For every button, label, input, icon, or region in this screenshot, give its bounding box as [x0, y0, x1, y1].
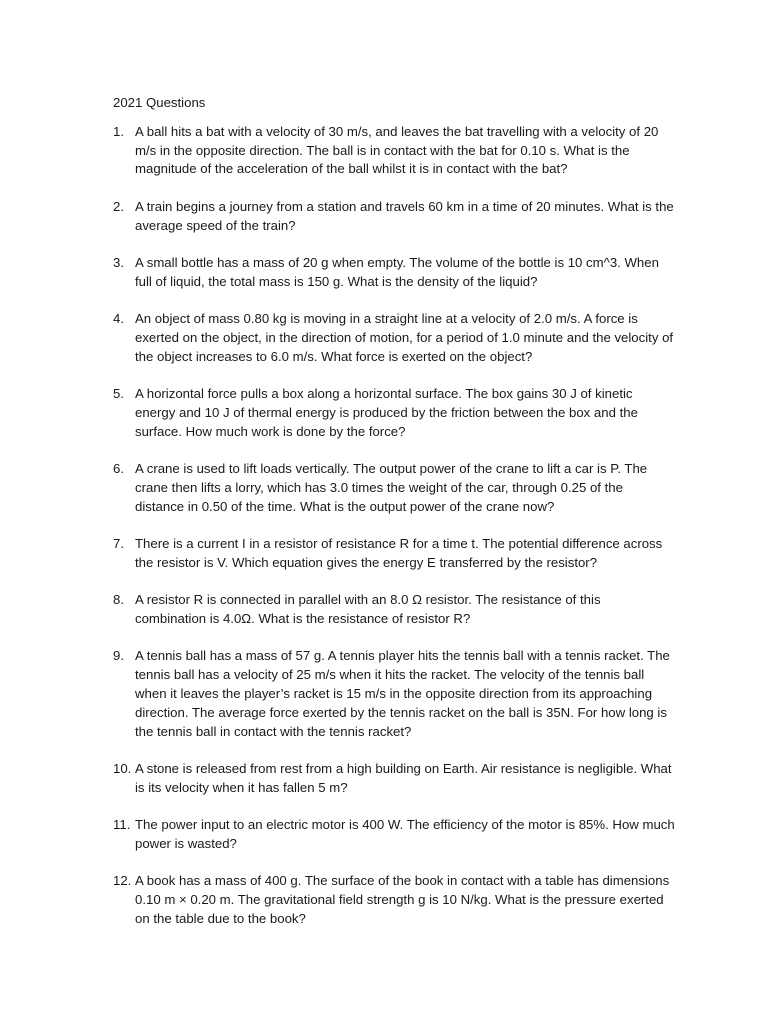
question-text: A horizontal force pulls a box along a horizontal surface. The box gains 30 J of kinetic energy and 10 J of thermal energy is produced by the friction between the box and the surface. How much work is done by the force?: [135, 386, 638, 439]
question-text: A ball hits a bat with a velocity of 30 m/s, and leaves the bat travelling with a velocity of 20 m/s in the opposite direction. The ball is in contact with the bat for 0.10 s. What is the magnitude of the acceleration of the ball whilst it is in contact with the bat?: [135, 123, 659, 177]
question-list: [113, 123, 676, 929]
question-item: [113, 760, 676, 798]
question-number: 7.: [113, 536, 124, 552]
question-text: A small bottle has a mass of 20 g when empty. The volume of the bottle is 10 cm^3. When full of liquid, the total mass is 150 g. What is the density of the liquid?: [135, 254, 659, 289]
question-item: [113, 254, 676, 292]
question-text: A stone is released from rest from a high building on Earth. Air resistance is negligible. What is its velocity when it has fallen 5 m?: [135, 761, 672, 795]
question-number: 5.: [113, 386, 124, 402]
question-item: [113, 385, 676, 441]
question-text: A resistor R is connected in parallel with an 8.0 Ω resistor. The resistance of this combination is 4.0Ω. What is the resistance of resistor R?: [135, 592, 601, 627]
question-item: [113, 460, 676, 516]
question-item: [113, 198, 676, 236]
question-number: 8.: [113, 592, 124, 608]
question-text: A tennis ball has a mass of 57 g. A tennis player hits the tennis ball with a tennis racket. The tennis ball has a velocity of 25 m/s when it hits the racket. The velocity of the tennis ball when it leaves the player’s racket is 15 m/s in the opposite direction from its approaching direction. The average force exerted by the tennis racket on the ball is 35N. For how long is the tennis ball in contact with the tennis racket?: [135, 648, 670, 739]
question-number: 4.: [113, 311, 124, 327]
question-text: A book has a mass of 400 g. The surface of the book in contact with a table has dimensions 0.10 m × 0.20 m. The gravitational field strength g is 10 N/kg. What is the pressure exerted on the table due to the book?: [135, 873, 670, 927]
question-item: [113, 591, 676, 629]
question-text: There is a current I in a resistor of resistance R for a time t. The potential difference across the resistor is V. Which equation gives the energy E transferred by the resistor?: [135, 536, 663, 570]
question-number: 11.: [113, 817, 131, 833]
document-title: 2021 Questions: [113, 95, 206, 110]
question-item: [113, 816, 676, 854]
question-number: 9.: [113, 648, 124, 664]
question-item: [113, 872, 676, 928]
question-number: 12.: [113, 873, 132, 889]
question-item: [113, 123, 676, 179]
question-text: An object of mass 0.80 kg is moving in a straight line at a velocity of 2.0 m/s. A force is exerted on the object, in the direction of motion, for a period of 1.0 minute and the velocity of the object increases to 6.0 m/s. What force is exerted on the object?: [135, 311, 674, 364]
question-number: 2.: [113, 198, 124, 214]
question-text: The power input to an electric motor is 400 W. The efficiency of the motor is 85%. How much power is wasted?: [135, 817, 675, 852]
question-text: A crane is used to lift loads vertically. The output power of the crane to lift a car is P. The crane then lifts a lorry, which has 3.0 times the weight of the car, through 0.25 of the distance in 0.50 of the time. What is the output power of the crane now?: [135, 461, 648, 514]
question-number: 10.: [113, 761, 132, 777]
question-text: A train begins a journey from a station and travels 60 km in a time of 20 minutes. What is the average speed of the train?: [135, 198, 674, 233]
question-number: 3.: [113, 254, 124, 270]
question-item: [113, 310, 676, 366]
question-item: [113, 647, 676, 741]
question-number: 6.: [113, 461, 124, 477]
question-item: [113, 535, 676, 573]
question-number: 1.: [113, 123, 124, 139]
